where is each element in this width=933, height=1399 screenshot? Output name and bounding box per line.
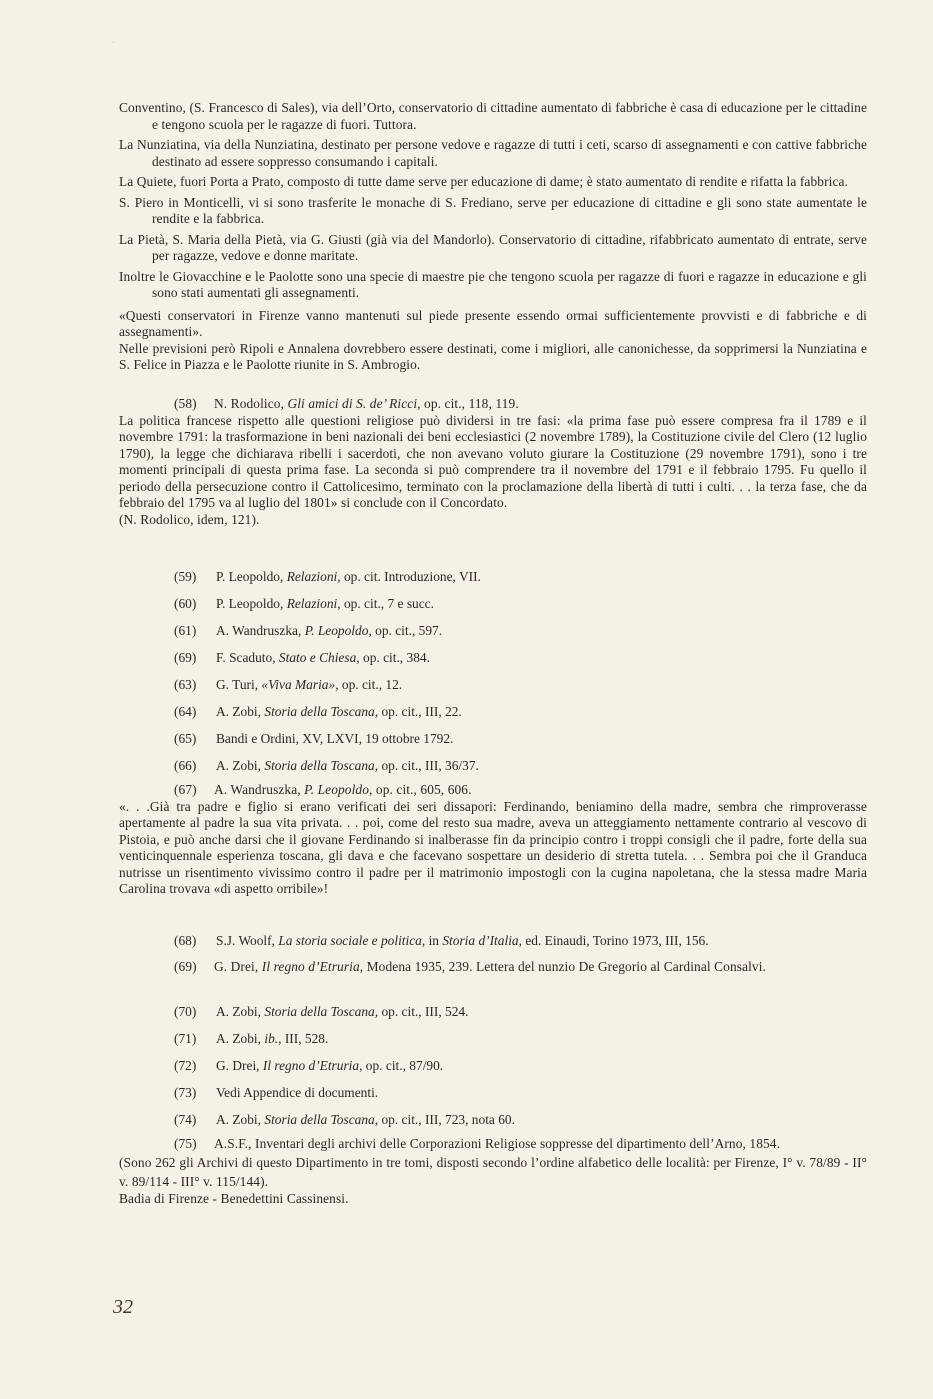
footnote-58 bbox=[119, 396, 867, 528]
footnote-65: (65) Bandi e Ordini, XV, LXVI, 19 ottobre 1792. bbox=[174, 731, 454, 746]
paragraph-pieta: La Pietà, S. Maria della Pietà, via G. Giusti (già via del Mandorlo). Conservatorio di cittadine, rifabbricato aumentato di entrate, serve per ragazze, vedove e donne maritate. bbox=[119, 231, 867, 263]
footnote-67 bbox=[119, 782, 867, 898]
footnote-64: (64) A. Zobi, Storia della Toscana, op. cit., III, 22. bbox=[174, 704, 462, 719]
footnote-73: (73) Vedi Appendice di documenti. bbox=[174, 1085, 379, 1100]
paragraph-monticelli: S. Piero in Monticelli, vi si sono trasferite le monache di S. Frediano, serve per educazione di cittadine e gli sono state aumentate le rendite e la fabbrica. bbox=[119, 194, 867, 226]
footnote-71: (71) A. Zobi, ib., III, 528. bbox=[174, 1031, 329, 1046]
footnote-72: (72) G. Drei, Il regno d’Etruria, op. cit., 87/90. bbox=[174, 1058, 444, 1073]
paragraph-nunziatina: La Nunziatina, via della Nunziatina, destinato per persone vedove e ragazze di tutti i ceti, scarso di assegnamenti e con cattive fabbriche destinato ad essere soppresso consumando i capitali. bbox=[119, 137, 867, 169]
paragraph-previsioni: Nelle previsioni però Ripoli e Annalena dovrebbero essere destinati, come i migliori, alle canonichesse, da sopprimersi la Nunziatina e S. Felice in Piazza e le Paolotte riunite in S. Ambrogio. bbox=[119, 340, 867, 372]
footnote-68: (68) S.J. Woolf, La storia sociale e politica, in Storia d’Italia, ed. Einaudi, Torino 1973, III, 156. bbox=[174, 933, 709, 948]
page-number: 32 bbox=[113, 1296, 133, 1318]
footnote-58-citation: (58) N. Rodolico, Gli amici di S. de’ Ricci, op. cit., 118, 119. bbox=[174, 396, 519, 411]
footnote-58-source: (N. Rodolico, idem, 121). bbox=[119, 511, 260, 527]
footnote-62: (69) F. Scaduto, Stato e Chiesa, op. cit., 384. bbox=[174, 650, 430, 665]
footnote-75: (75) A.S.F., Inventari degli archivi delle Corporazioni Religiose soppresse del dipartimento dell’Arno, 1854. (Sono 262 gli Archivi di questo Dipartimento in tre tomi, disposti secondo l’ordine alfabetico delle località: per Firenze, I° v. 78/89 - II° v. 89/114 - III° v. 115/144). Badia di Firenze - Benedettini Cassinensi. bbox=[119, 1136, 867, 1206]
paper-smudge: · bbox=[112, 38, 115, 47]
footnote-66: (66) A. Zobi, Storia della Toscana, op. cit., III, 36/37. bbox=[174, 758, 479, 773]
paragraph-quiete: La Quiete, fuori Porta a Prato, composto di tutte dame serve per educazione di dame; è stato aumentato di rendite e rifatta la fabbrica. bbox=[119, 174, 848, 189]
footnote-70: (70) A. Zobi, Storia della Toscana, op. cit., III, 524. bbox=[174, 1004, 469, 1019]
intro-section bbox=[119, 100, 867, 374]
footnote-67-citation: (67) A. Wandruszka, P. Leopoldo, op. cit., 605, 606. bbox=[174, 782, 472, 797]
footnote-number: (58) bbox=[174, 396, 197, 411]
footnote-74: (74) A. Zobi, Storia della Toscana, op. cit., III, 723, nota 60. bbox=[174, 1112, 515, 1127]
footnote-75-last: Badia di Firenze - Benedettini Cassinensi. bbox=[119, 1190, 349, 1206]
footnote-69: (69) G. Drei, Il regno d’Etruria, Modena 1935, 239. Lettera del nunzio De Gregorio al Cardinal Consalvi. bbox=[174, 959, 766, 974]
paragraph-conventino: Conventino, (S. Francesco di Sales), via dell’Orto, conservatorio di cittadine aumentato di fabbriche è casa di educazione per le cittadine e tengono scuola per le ragazze di fuori. Tuttora. bbox=[119, 100, 867, 132]
footnote-58-body: La politica francese rispetto alle questioni religiose può dividersi in tre fasi: «la prima fase può essere compresa fra il 1789 e il novembre 1791: la trasformazione in beni nazionali dei beni ecclesiastici (2 novembre 1789), la Costituzione civile del Clero (12 luglio 1790), la legge che dichiarava ribelli i sacerdoti, che non avevano voluto giurare la Costituzione (29 novembre 1791), sono i tre momenti principali di questa prima fase. La seconda si può comprendere tra il novembre del 1791 e il febbraio 1795. Fu quello il periodo della persecuzione contro il Cattolicesimo, terminato con la proclamazione della libertà di tutti i culti. . . la terza fase, che da febbraio del 1795 va al luglio del 1801» si conclude con il Concordato. bbox=[119, 412, 867, 510]
paragraph-giovacchine: Inoltre le Giovacchine e le Paolotte sono una specie di maestre pie che tengono scuola per ragazze di fuori e ragazze in educazione e gli sono stati aumentati gli assegnamenti. bbox=[119, 268, 867, 300]
quote-conservatori: «Questi conservatori in Firenze vanno mantenuti sul piede presente essendo ormai sufficientemente provvisti e di fabbriche e di assegnamenti». bbox=[119, 307, 867, 339]
footnote-59: (59) P. Leopoldo, Relazioni, op. cit. Introduzione, VII. bbox=[174, 569, 481, 584]
footnote-75-body: (Sono 262 gli Archivi di questo Dipartimento in tre tomi, disposti secondo l’ordine alfabetico delle località: per Firenze, I° v. 78/89 - II° v. 89/114 - III° v. 115/144). bbox=[119, 1154, 867, 1189]
footnote-63: (63) G. Turi, «Viva Maria», op. cit., 12. bbox=[174, 677, 403, 692]
footnote-67-body: «. . .Già tra padre e figlio si erano verificati dei seri dissapori: Ferdinando, beniamino della madre, sembra che rimproverasse apertamente al padre la sua vita privata. . . poi, come del resto sua madre, aveva un atteggiamento nettamente contrario al vescovo di Pistoia, e può anche darsi che il giovane Ferdinando si inalberasse fin da principio contro i troppi consigli che il padre, forte della sua venticinquennale esperienza toscana, gli dava e che facevano sospettare un desiderio di stretta tutela. . . Sembra poi che il Granduca nutrisse un risentimento vivissimo contro il padre per il matrimonio impostogli con la cugina napoletana, che la stessa madre Maria Carolina trovava «di aspetto orribile»! bbox=[119, 798, 867, 896]
footnote-60: (60) P. Leopoldo, Relazioni, op. cit., 7 e succ. bbox=[174, 596, 434, 611]
footnote-61: (61) A. Wandruszka, P. Leopoldo, op. cit., 597. bbox=[174, 623, 443, 638]
